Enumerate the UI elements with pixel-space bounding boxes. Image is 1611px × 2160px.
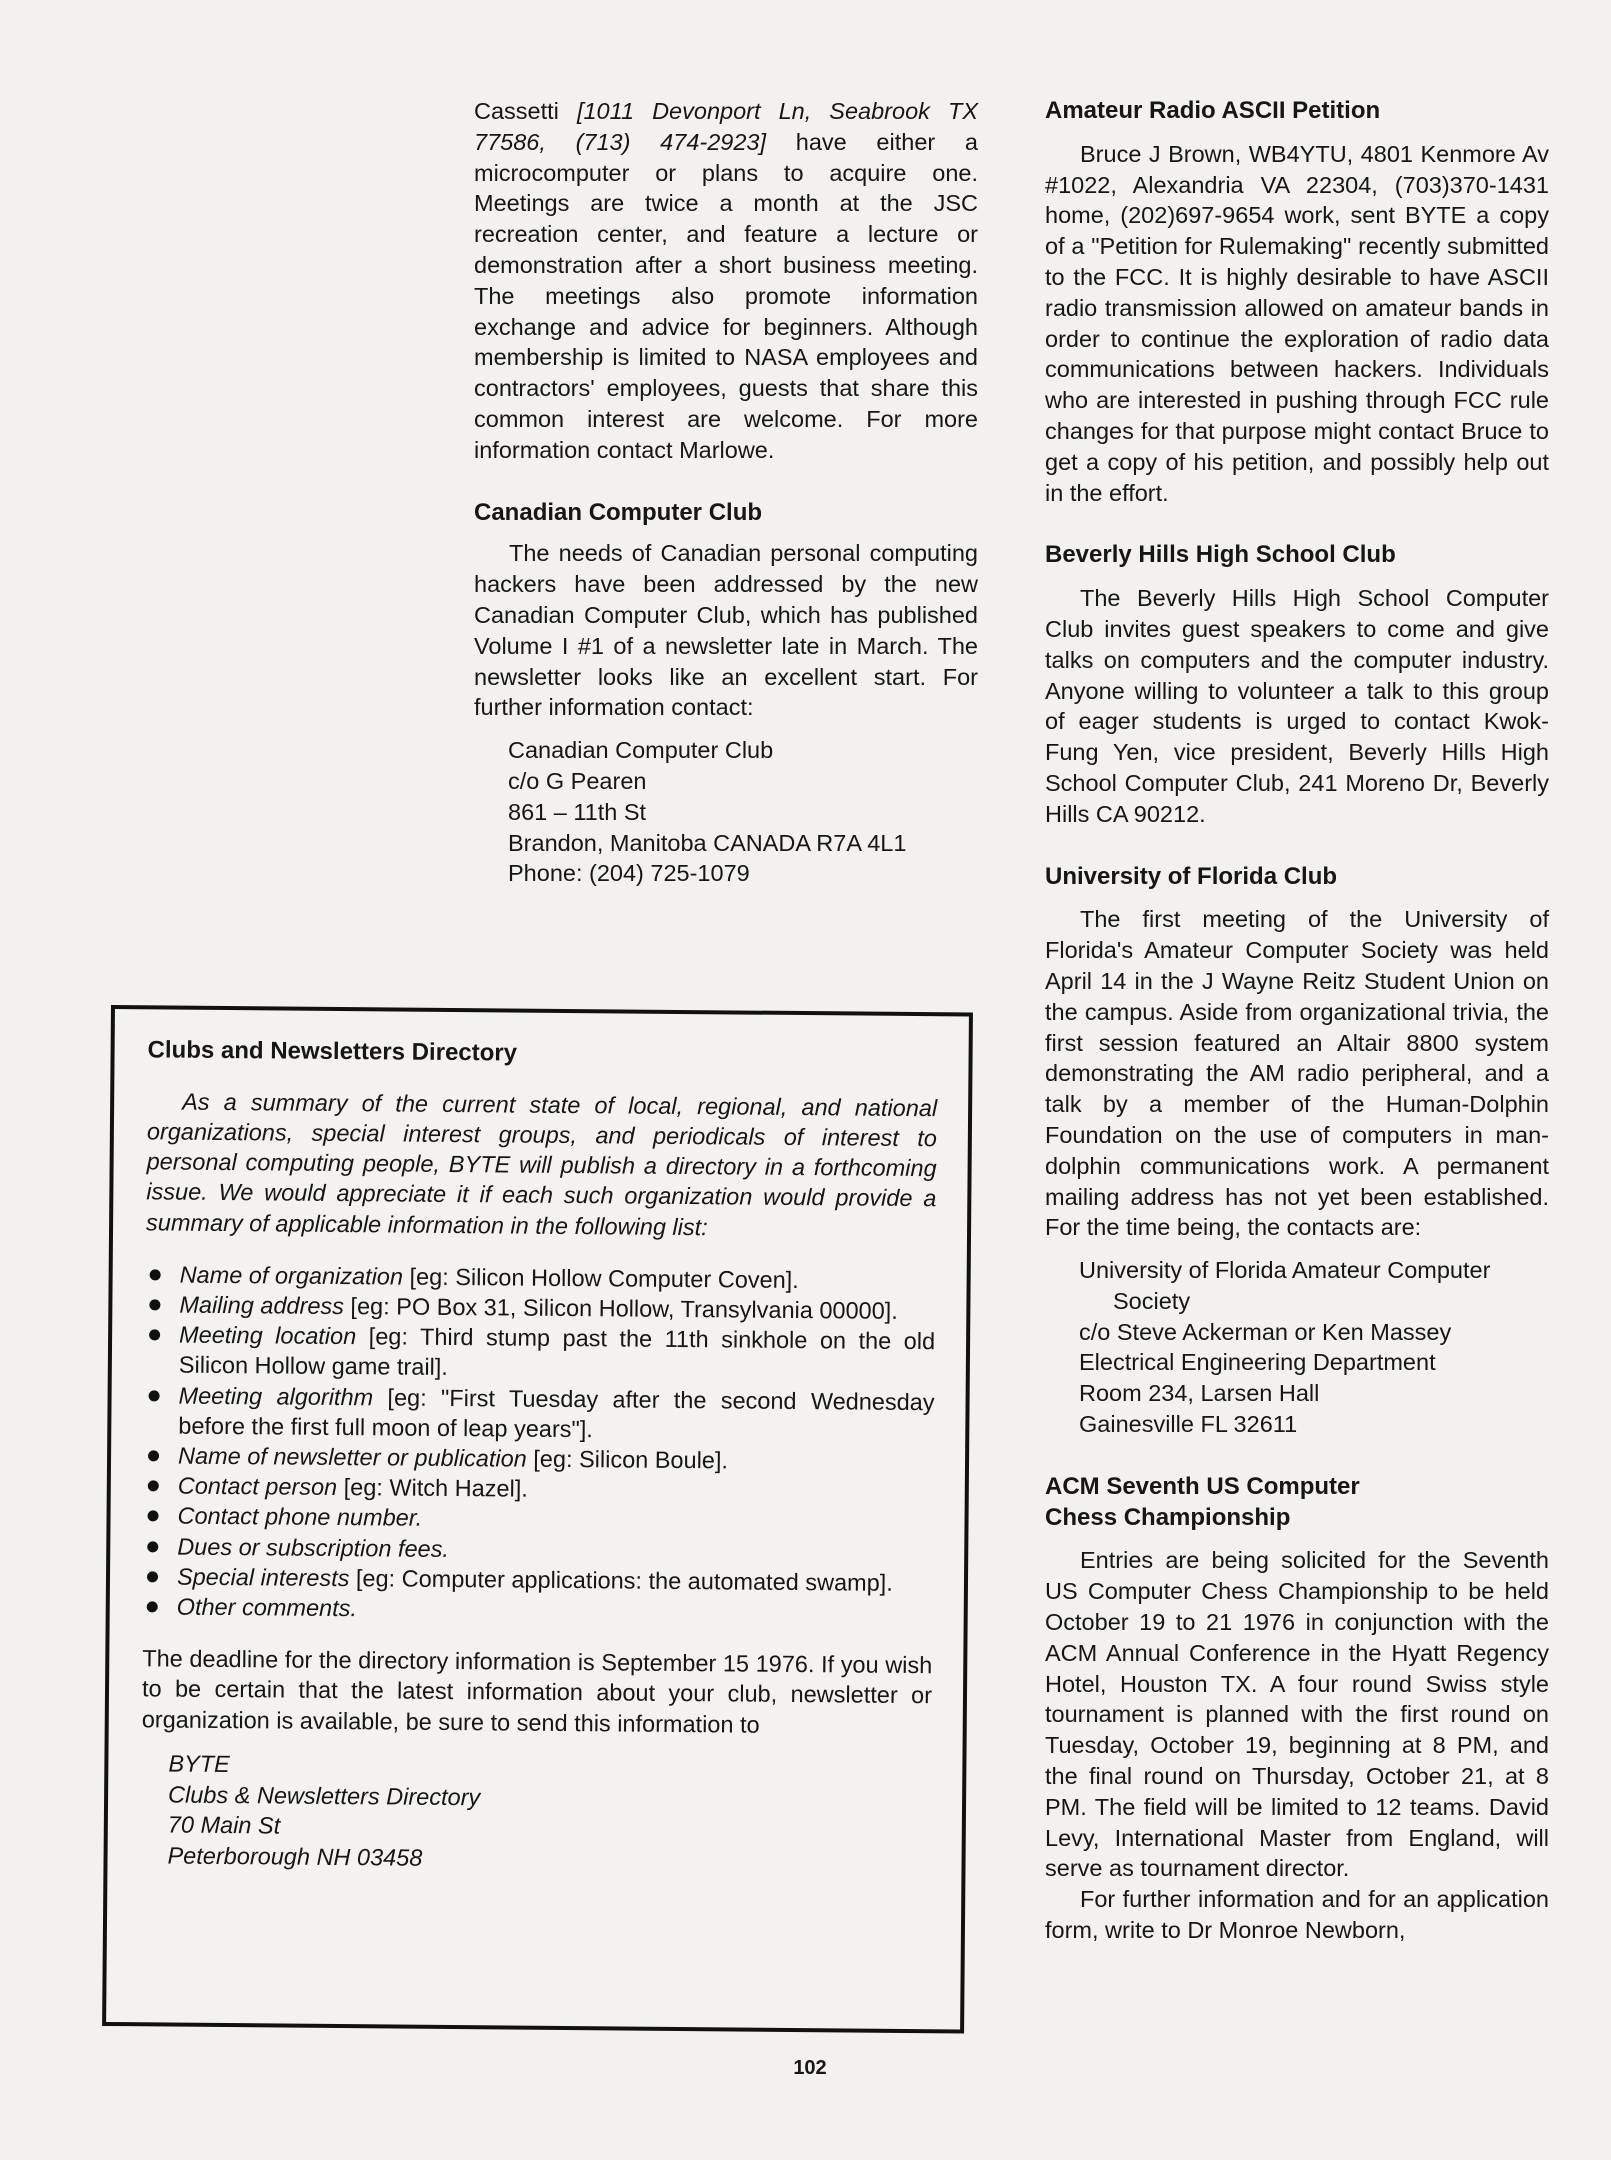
- address-line: Gainesville FL 32611: [1079, 1411, 1298, 1438]
- florida-club-address: [1079, 1255, 1549, 1440]
- list-item: Meeting location [eg: Third stump past the 11th sinkhole on the old Silicon Hollow game trail].: [145, 1320, 935, 1387]
- jsc-club-paragraph: [474, 96, 978, 466]
- address-line: Electrical Engineering Department: [1079, 1349, 1436, 1376]
- address-line: 70 Main St: [167, 1811, 281, 1839]
- bullet-icon: [149, 1390, 160, 1401]
- canadian-club-heading: Canadian Computer Club: [474, 498, 763, 526]
- bullet-icon: [147, 1571, 158, 1582]
- address-line: Canadian Computer Club: [508, 737, 774, 764]
- directory-heading: Clubs and Newsletters Directory: [147, 1036, 518, 1067]
- list-item: Other comments.: [143, 1591, 933, 1628]
- list-item: Mailing address [eg: PO Box 31, Silicon Hollow, Transylvania 00000].: [145, 1289, 935, 1326]
- florida-club-heading: University of Florida Club: [1045, 862, 1338, 890]
- chess-heading-line2: Chess Championship: [1045, 1503, 1291, 1531]
- bullet-icon: [148, 1450, 159, 1461]
- bullet-icon: [150, 1269, 161, 1280]
- chess-heading-line1: ACM Seventh US Computer: [1045, 1472, 1360, 1500]
- canadian-club-body: The needs of Canadian personal computing hackers have been addressed by the new Canadian Computer Club, which has published Volume I #1 of a newsletter late in March. The newsletter looks like an excellent start. For further information contact:: [474, 540, 978, 721]
- address-line: 861 – 11th St: [508, 798, 647, 825]
- address-line: Society: [1113, 1287, 1191, 1314]
- bullet-icon: [147, 1511, 158, 1522]
- address-line: University of Florida Amateur Computer: [1079, 1257, 1491, 1284]
- florida-club-body: The first meeting of the University of Florida's Amateur Computer Society was held April 14 in the J Wayne Reitz Student Union on the campus. Aside from organizational trivia, the first session featured an Altair 8800 system demonstrating the AM radio peripheral, and a talk by a member of the Human-Dolphin Foundation on the use of computers in man-dolphin communications work. A permanent mailing address has not yet been established. For the time being, the contacts are:: [1045, 906, 1549, 1241]
- ham-petition-heading: Amateur Radio ASCII Petition: [1045, 97, 1381, 124]
- address-line: Peterborough NH 03458: [167, 1842, 423, 1871]
- list-item: Name of newsletter or publication [eg: Silicon Boule].: [144, 1440, 934, 1477]
- bullet-icon: [149, 1299, 160, 1310]
- jsc-contact-address: [1011 Devonport Ln, Seabrook TX 77586, (713) 474-2923]: [474, 98, 978, 155]
- list-item: Meeting algorithm [eg: "First Tuesday after the second Wednesday before the first full moon of leap years"].: [144, 1380, 934, 1447]
- right-column: [1045, 96, 1549, 1946]
- directory-box: [102, 1005, 973, 2033]
- page-number: 102: [793, 2057, 827, 2079]
- ham-petition-body: Bruce J Brown, WB4YTU, 4801 Kenmore Av #1022, Alexandria VA 22304, (703)370-1431 home, (202)697-9654 work, sent BYTE a copy of a "Petition for Rulemaking" recently submitted to the FCC. It is highly desirable to have ASCII radio transmission allowed on amateur bands in order to continue the exploration of radio data communications between hackers. Individuals who are interested in pushing through FCC rule changes for that purpose might contact Bruce to get a copy of his petition, and possibly help out in the effort.: [1045, 140, 1549, 506]
- address-line: c/o G Pearen: [508, 767, 647, 794]
- bullet-icon: [147, 1541, 158, 1552]
- list-item: Special interests [eg: Computer applications: the automated swamp].: [143, 1561, 933, 1598]
- list-item: Contact person [eg: Witch Hazel].: [144, 1471, 934, 1508]
- bullet-icon: [149, 1330, 160, 1341]
- address-line: Clubs & Newsletters Directory: [168, 1781, 481, 1810]
- address-line: Phone: (204) 725-1079: [508, 860, 750, 887]
- address-line: c/o Steve Ackerman or Ken Massey: [1079, 1318, 1452, 1345]
- directory-field-list: [143, 1259, 936, 1628]
- bullet-icon: [147, 1601, 158, 1612]
- list-item: Contact phone number.: [143, 1501, 933, 1538]
- bullet-icon: [148, 1481, 159, 1492]
- address-line: Brandon, Manitoba CANADA R7A 4L1: [508, 829, 907, 856]
- canadian-club-address: [508, 735, 978, 889]
- chess-body: Entries are being solicited for the Seventh US Computer Chess Championship to be held October 19 to 21 1976 in conjunction with the ACM Annual Conference in the Hyatt Regency Hotel, Houston TX. A four round Swiss style tournament is planned with the first round on Tuesday, October 19, beginning at 8 PM, and the final round on Thursday, October 21, at 8 PM. The field will be limited to 12 teams. David Levy, International Master from England, will serve as tournament director.: [1045, 1547, 1549, 1882]
- jsc-body: have either a microcomputer or plans to acquire one. Meetings are twice a month at the JSC recreation center, and feature a lecture or demonstration after a short business meeting. The meetings also promote information exchange and advice for beginners. Although membership is limited to NASA employees and contractors' employees, guests that share this common interest are welcome. For more information contact Marlowe.: [474, 128, 979, 463]
- directory-deadline: The deadline for the directory information is September 15 1976. If you wish to be certain that the latest information about your club, newsletter or organization is available, be sure to send this information to: [141, 1645, 933, 1738]
- chess-body-continued: For further information and for an application form, write to Dr Monroe Newborn,: [1045, 1886, 1549, 1944]
- list-item: Dues or subscription fees.: [143, 1531, 933, 1568]
- list-item: Name of organization [eg: Silicon Hollow Computer Coven].: [146, 1259, 936, 1296]
- beverly-hills-heading: Beverly Hills High School Club: [1045, 541, 1396, 569]
- address-line: Room 234, Larsen Hall: [1079, 1380, 1320, 1407]
- address-line: BYTE: [168, 1750, 230, 1777]
- directory-intro: As a summary of the current state of local, regional, and national organizations, special interest groups, and periodicals of interest to personal computing people, BYTE will publish a directory in a forthcoming issue. We would appreciate it if each such organization would provide a summary of applicable information in the following list:: [145, 1088, 938, 1240]
- directory-mailing-address: [167, 1748, 931, 1878]
- middle-column: [474, 96, 978, 889]
- jsc-lead: Cassetti: [474, 98, 577, 124]
- beverly-hills-body: The Beverly Hills High School Computer Club invites guest speakers to come and give talks on computers and the computer industry. Anyone willing to volunteer a talk to this group of eager students is urged to contact Kwok-Fung Yen, vice president, Beverly Hills High School Computer Club, 241 Moreno Dr, Beverly Hills CA 90212.: [1045, 585, 1549, 827]
